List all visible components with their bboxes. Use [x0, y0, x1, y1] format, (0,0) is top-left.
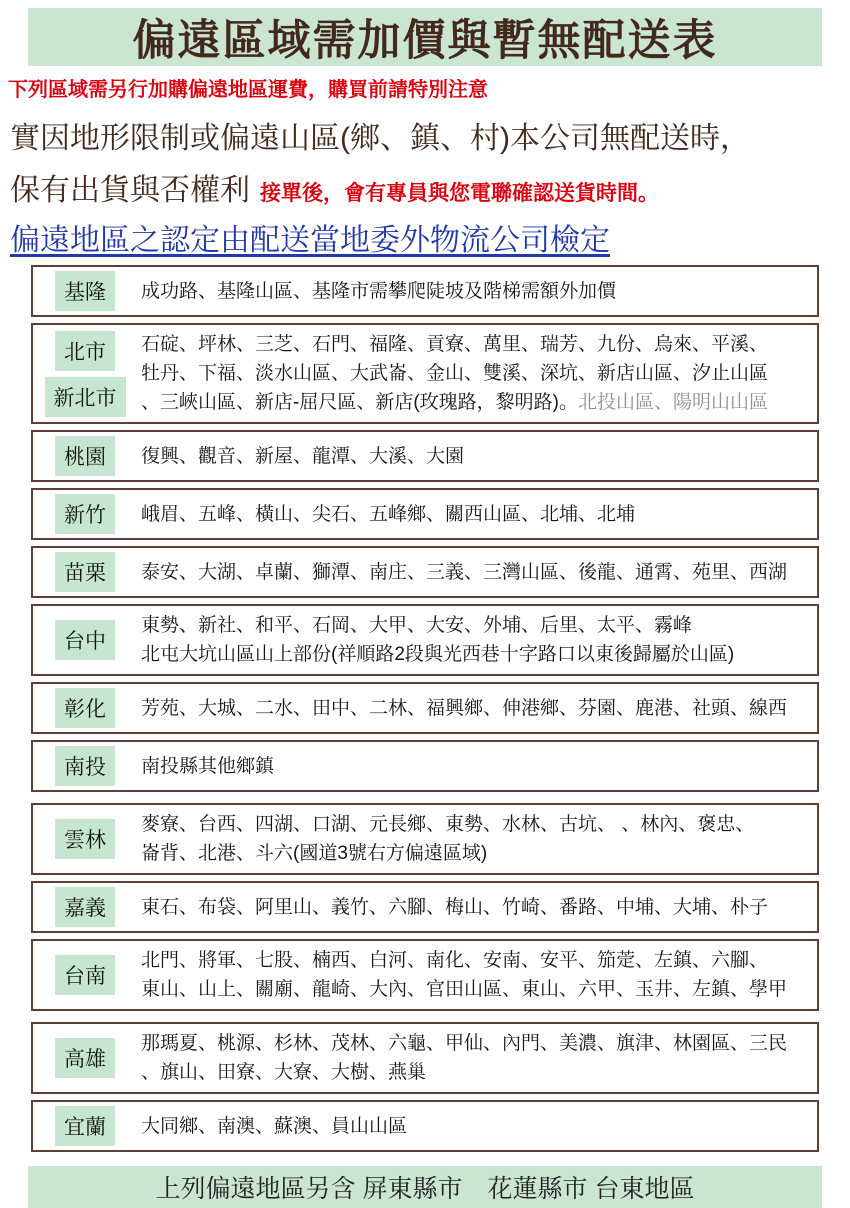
page-title: 偏遠區域需加價與暫無配送表: [132, 16, 718, 65]
region-label-column: [33, 552, 137, 592]
notice-line-2-main: 保有出貨與否權利: [10, 174, 250, 207]
region-label: 新竹: [55, 494, 115, 534]
region-label: 桃園: [55, 436, 115, 476]
region-table: [31, 265, 819, 1152]
region-areas-line: 麥寮、台西、四湖、口湖、元長鄉、東勢、水林、古坑、 、林內、褒忠、: [141, 814, 755, 835]
table-row: [31, 265, 819, 317]
region-areas-line: 那瑪夏、桃源、杉林、茂林、六龜、甲仙、內門、美濃、旗津、林園區、三民: [141, 1033, 788, 1054]
region-areas-line: 峨眉、五峰、橫山、尖石、五峰鄉、關西山區、北埔、北埔: [141, 503, 636, 525]
region-areas: [137, 945, 817, 1005]
table-row: [31, 881, 819, 933]
region-label-column: [33, 887, 137, 927]
region-areas-line: 南投縣其他鄉鎮: [141, 755, 275, 777]
table-row: [31, 430, 819, 482]
table-row: [31, 323, 819, 424]
table-row: [31, 1022, 819, 1094]
region-areas: [137, 809, 817, 869]
region-areas: [137, 751, 817, 782]
region-areas: [137, 329, 817, 418]
region-label-column: [33, 271, 137, 311]
region-label: 高雄: [55, 1038, 115, 1078]
table-row: [31, 604, 819, 676]
region-areas-line: 東山、山上、關廟、龍崎、大內、官田山區、東山、六甲、玉井、左鎮、學甲: [141, 979, 788, 1000]
region-areas-line: 泰安、大湖、卓蘭、獅潭、南庄、三義、三灣山區、後龍、通霄、苑里、西湖: [141, 561, 788, 583]
region-label: 宜蘭: [55, 1106, 115, 1146]
region-areas-line: 東勢、新社、和平、石岡、大甲、大安、外埔、后里、太平、霧峰: [141, 615, 693, 636]
table-row: [31, 488, 819, 540]
region-areas-line: 復興、觀音、新屋、龍潭、大溪、大園: [141, 445, 465, 467]
region-areas: [137, 557, 817, 588]
region-label: 嘉義: [55, 887, 115, 927]
region-areas-line: 石碇、坪林、三芝、石門、福隆、貢寮、萬里、瑞芳、九份、烏來、平溪、: [141, 334, 769, 355]
table-row: [31, 546, 819, 598]
region-label: 南投: [55, 746, 115, 786]
region-label: 台南: [55, 955, 115, 995]
region-label-column: [33, 819, 137, 859]
region-areas-line: 芳苑、大城、二水、田中、二林、福興鄉、伸港鄉、芬園、鹿港、社頭、線西: [141, 697, 788, 719]
region-areas: [137, 610, 817, 670]
region-areas-line: 崙背、北港、斗六(國道3號右方偏遠區域): [141, 843, 488, 864]
title-banner: [28, 8, 822, 66]
region-label: 雲林: [55, 819, 115, 859]
notice-line-1: 實因地形限制或偏遠山區(鄉、鎮、村)本公司無配送時，: [10, 122, 750, 155]
region-label: 基隆: [55, 271, 115, 311]
region-label: 台中: [55, 620, 115, 660]
notice-line-2-red: 接單後，會有專員與您電聯確認送貨時間。: [260, 181, 659, 205]
region-areas: [137, 276, 817, 307]
region-label: 彰化: [55, 688, 115, 728]
region-label-column: [33, 688, 137, 728]
region-areas-line: 北屯大坑山區山上部份(祥順路2段與光西巷十字路口以東後歸屬於山區): [141, 644, 735, 665]
table-row: [31, 803, 819, 875]
region-label: 北市: [55, 331, 115, 371]
table-row: [31, 939, 819, 1011]
footer-banner: [28, 1166, 822, 1208]
region-label: 新北市: [45, 377, 126, 417]
region-areas: [137, 693, 817, 724]
warning-text: 下列區域需另行加購偏遠地區運費，購買前請特別注意: [8, 79, 488, 101]
notice-blue-underlined: 偏遠地區之認定由配送當地委外物流公司檢定: [10, 224, 610, 257]
region-areas: [137, 1028, 817, 1088]
region-label-column: [33, 1106, 137, 1146]
region-areas: [137, 499, 817, 530]
region-label-column: [33, 494, 137, 534]
region-areas-line: 、三峽山區、新店-屈尺區、新店(玫瑰路，黎明路)。北投山區、陽明山山區: [141, 392, 768, 413]
region-label-column: [33, 955, 137, 995]
region-areas-line: 、旗山、田寮、大寮、大樹、燕巢: [141, 1062, 427, 1083]
region-areas: [137, 1111, 817, 1142]
region-label-column: [33, 746, 137, 786]
region-areas-line: 東石、布袋、阿里山、義竹、六腳、梅山、竹崎、番路、中埔、大埔、朴子: [141, 896, 769, 918]
table-row: [31, 1100, 819, 1152]
table-row: [31, 740, 819, 792]
region-areas: [137, 441, 817, 472]
region-areas: [137, 892, 817, 923]
notice-line-2: [10, 165, 850, 209]
table-row: [31, 682, 819, 734]
region-label-column: [33, 331, 137, 417]
region-label: 苗栗: [55, 552, 115, 592]
region-areas-gray-tail: 北投山區、陽明山山區: [577, 392, 768, 413]
region-label-column: [33, 620, 137, 660]
region-areas-line: 北門、將軍、七股、楠西、白河、南化、安南、安平、笳萣、左鎮、六腳、: [141, 950, 769, 971]
region-label-column: [33, 1038, 137, 1078]
footer-note: 上列偏遠地區另含 屏東縣市 花蓮縣市 台東地區: [155, 1175, 695, 1203]
region-areas-line: 大同鄉、南澳、蘇澳、員山山區: [141, 1115, 408, 1137]
region-areas-line: 成功路、基隆山區、基隆市需攀爬陡坡及階梯需額外加價: [141, 280, 617, 302]
region-areas-line: 牡丹、下福、淡水山區、大武崙、金山、雙溪、深坑、新店山區、汐止山區: [141, 363, 769, 384]
region-label-column: [33, 436, 137, 476]
